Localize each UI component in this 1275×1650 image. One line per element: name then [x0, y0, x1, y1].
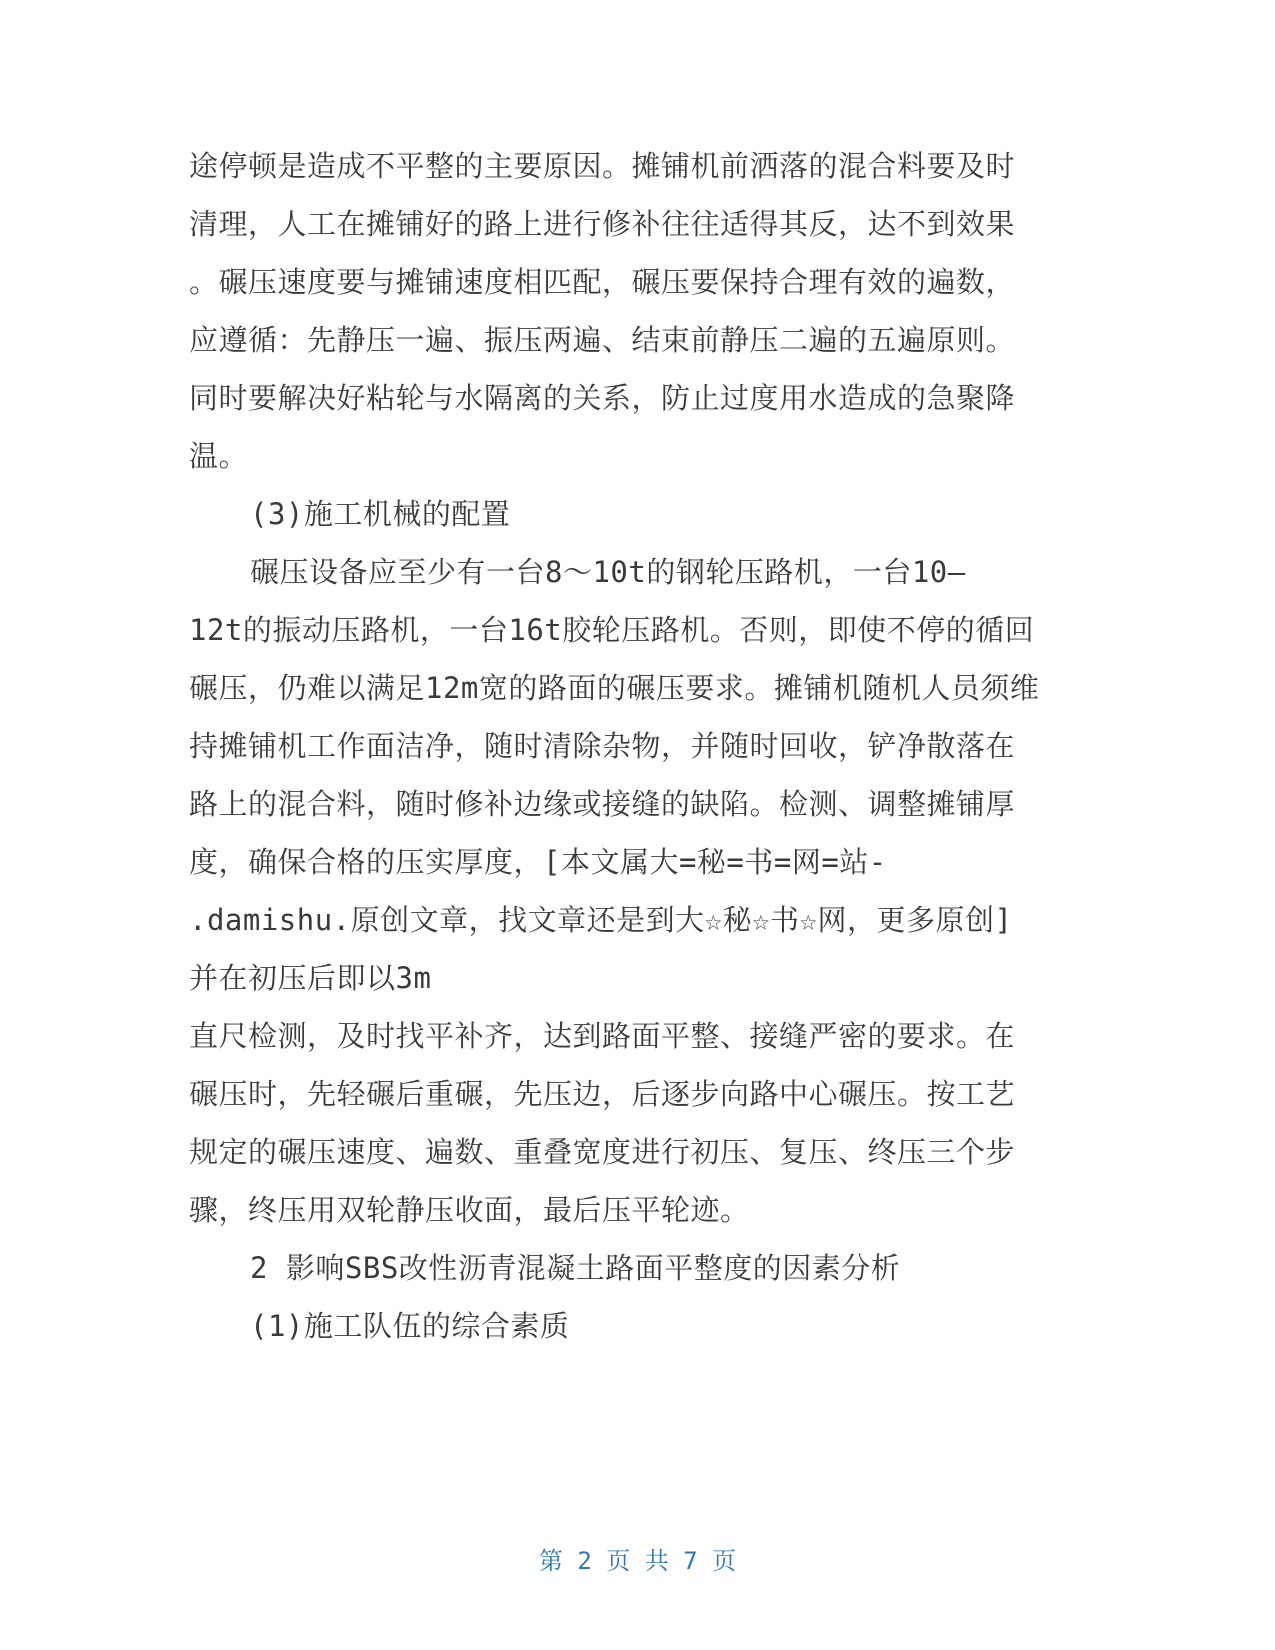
body-text-line: .damishu.原创文章，找文章还是到大☆秘☆书☆网，更多原创]: [189, 903, 1013, 937]
body-text-line: 骤，终压用双轮静压收面，最后压平轮迹。: [189, 1193, 750, 1227]
body-text-line: 碾压时，先轻碾后重碾，先压边，后逐步向路中心碾压。按工艺: [189, 1077, 1016, 1111]
section-heading: (3)施工机械的配置: [250, 497, 511, 531]
body-text-line: 规定的碾压速度、遍数、重叠宽度进行初压、复压、终压三个步: [189, 1135, 1016, 1169]
body-text-line: 。碾压速度要与摊铺速度相匹配，碾压要保持合理有效的遍数，: [189, 265, 1016, 299]
body-text-line: 持摊铺机工作面洁净，随时清除杂物，并随时回收，铲净散落在: [189, 729, 1016, 763]
body-text-line: 清理，人工在摊铺好的路上进行修补往往适得其反，达不到效果: [189, 207, 1016, 241]
body-text-line: 途停顿是造成不平整的主要原因。摊铺机前洒落的混合料要及时: [189, 149, 1016, 183]
body-text-line: 12t的振动压路机，一台16t胶轮压路机。否则，即使不停的循回: [189, 613, 1035, 647]
body-text-line: 并在初压后即以3m: [189, 961, 432, 995]
paragraph-first-line: 碾压设备应至少有一台8～10t的钢轮压路机，一台10—: [250, 555, 966, 589]
section-heading: (1)施工队伍的综合素质: [250, 1309, 570, 1343]
body-text-line: 度，确保合格的压实厚度，[本文属大=秘=书=网=站-: [189, 845, 887, 879]
body-text-line: 温。: [189, 439, 249, 473]
page-number-footer: 第 2 页 共 7 页: [538, 1547, 737, 1575]
body-text-line: 碾压，仍难以满足12m宽的路面的碾压要求。摊铺机随机人员须维: [189, 671, 1040, 705]
body-text-line: 直尺检测，及时找平补齐，达到路面平整、接缝严密的要求。在: [189, 1019, 1016, 1053]
body-text-line: 同时要解决好粘轮与水隔离的关系，防止过度用水造成的急聚降: [189, 381, 1016, 415]
body-text-line: 路上的混合料，随时修补边缘或接缝的缺陷。检测、调整摊铺厚: [189, 787, 1016, 821]
section-heading: 2 影响SBS改性沥青混凝土路面平整度的因素分析: [250, 1251, 901, 1285]
body-text-line: 应遵循：先静压一遍、振压两遍、结束前静压二遍的五遍原则。: [189, 323, 1016, 357]
